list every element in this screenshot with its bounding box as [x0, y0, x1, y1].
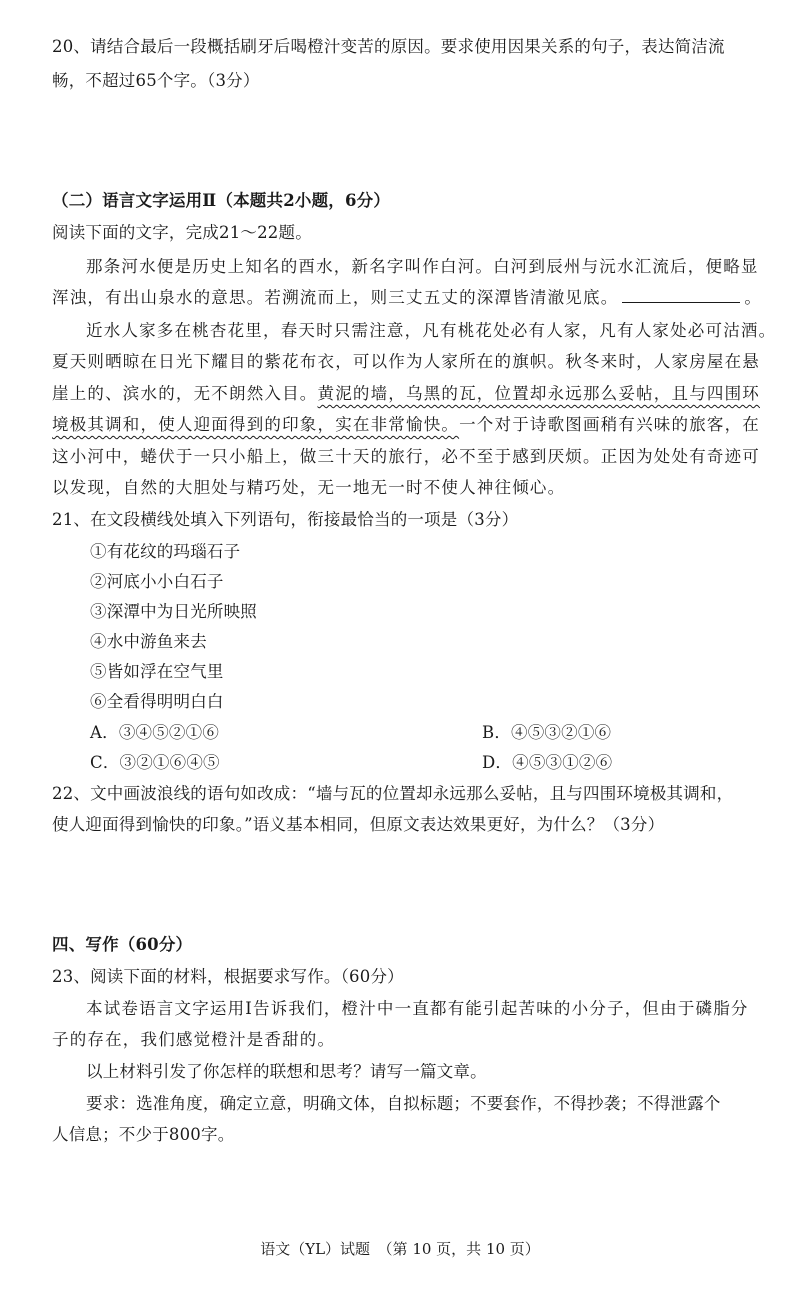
passage-p1-line1: 那条河水便是历史上知名的酉水，新名字叫作白河。白河到辰州与沅水汇流后，便略显: [86, 257, 759, 276]
q21-item-1: ①有花纹的玛瑙石子: [90, 542, 241, 561]
passage-p2-line6: 以发现，自然的大胆处与精巧处，无一地无一时不使人神往倾心。: [52, 478, 566, 497]
q22-stem-line1: 22、文中画波浪线的语句如改成：“墙与瓦的位置却永远那么妥帖，且与四围环境极其调和，: [52, 784, 734, 803]
passage-p2-line4: [52, 414, 772, 436]
passage-p2-line1: 近水人家多在桃杏花里，春天时只需注意，凡有桃花处必有人家，凡有人家处必可沽酒。: [86, 321, 777, 340]
q21-item-4: ④水中游鱼来去: [90, 632, 207, 651]
passage-p1-line2: [52, 287, 772, 309]
passage-p2-line2: 夏天则晒晾在日光下耀目的紫花布衣，可以作为人家所在的旗帜。秋冬来时，人家房屋在悬: [52, 352, 760, 371]
q21-item-5: ⑤皆如浮在空气里: [90, 662, 224, 681]
q23-prompt: 以上材料引发了你怎样的联想和思考？请写一篇文章。: [86, 1062, 487, 1081]
q21-option-c[interactable]: C．③②①⑥④⑤: [90, 753, 220, 772]
q21-option-d[interactable]: D．④⑤③①②⑥: [482, 753, 613, 772]
q21-option-b[interactable]: B．④⑤③②①⑥: [482, 723, 612, 742]
q23-requirements-line1: 要求：选准角度，确定立意，明确文体，自拟标题；不要套作，不得抄袭；不得泄露个: [86, 1094, 721, 1113]
q20-stem-line2: 畅，不超过65个字。（3分）: [52, 71, 260, 90]
q21-item-3: ③深潭中为日光所映照: [90, 602, 257, 621]
passage-p1-line2-text: 浑浊，有出山泉水的意思。若溯流而上，则三丈五丈的深潭皆清澈见底。: [52, 288, 619, 307]
section2-title: （二）语言文字运用Ⅱ（本题共2小题，6分）: [52, 191, 391, 210]
q23-stem: 23、阅读下面的材料，根据要求写作。（60分）: [52, 967, 404, 986]
passage-p2-line3-plain: 崖上的、滨水的，无不朗然入目。: [52, 384, 318, 403]
passage-p1-end: 。: [744, 288, 763, 307]
q23-material-line2: 子的存在，我们感觉橙汁是香甜的。: [52, 1030, 336, 1049]
q21-option-a[interactable]: A．③④⑤②①⑥: [90, 723, 220, 742]
q22-stem-line2: 使人迎面得到愉快的印象。”语义基本相同，但原文表达效果更好，为什么？（3分）: [52, 815, 665, 834]
wavy-underlined-sentence-part2: 境极其调和，使人迎面得到的印象，实在非常愉快。: [52, 415, 460, 434]
q21-item-2: ②河底小小白石子: [90, 572, 224, 591]
section2-instruction: 阅读下面的文字，完成21～22题。: [52, 223, 312, 242]
passage-p2-line4-plain: 一个对于诗歌图画稍有兴味的旅客，在: [459, 415, 761, 434]
passage-p2-line5: 这小河中，蜷伏于一只小船上，做三十天的旅行，必不至于感到厌烦。正因为处处有奇迹可: [52, 447, 760, 466]
q21-item-6: ⑥全看得明明白白: [90, 692, 224, 711]
passage-p2-line3: [52, 383, 772, 405]
section4-title: 四、写作（60分）: [52, 935, 193, 954]
q23-material-line1: 本试卷语言文字运用Ⅰ告诉我们，橙汁中一直都有能引起苦味的小分子，但由于磷脂分: [86, 999, 749, 1018]
fill-in-blank: [622, 288, 740, 303]
q20-stem-line1: 20、请结合最后一段概括刷牙后喝橙汁变苦的原因。要求使用因果关系的句子，表达简洁流: [52, 37, 725, 56]
page-footer: 语文（YL）试题 （第 10 页，共 10 页）: [260, 1240, 540, 1258]
q21-stem: 21、在文段横线处填入下列语句，衔接最恰当的一项是（3分）: [52, 510, 519, 529]
q23-requirements-line2: 人信息；不少于800字。: [52, 1125, 235, 1144]
wavy-underlined-sentence-part1: 黄泥的墙，乌黑的瓦，位置却永远那么妥帖，且与四围环: [317, 384, 760, 403]
